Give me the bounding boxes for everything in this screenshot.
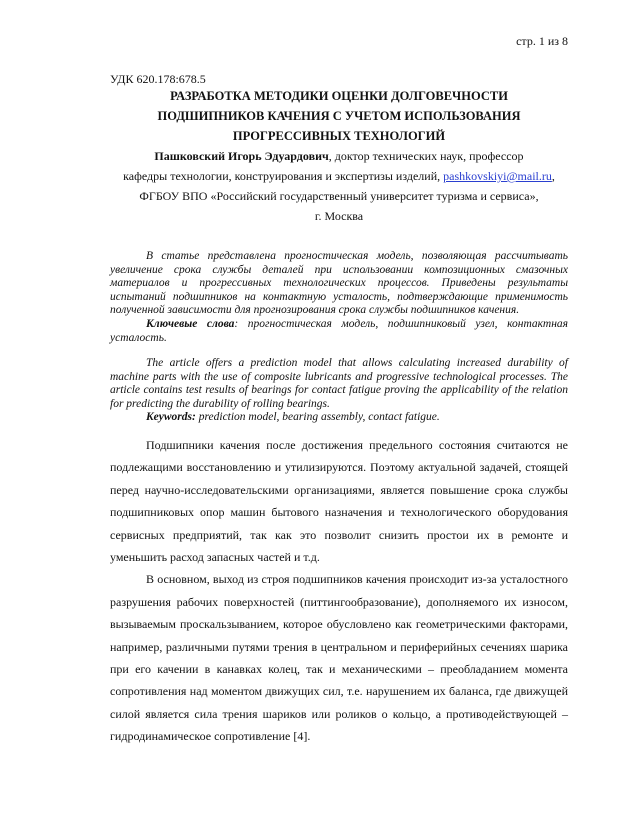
- keywords-en-text: prediction model, bearing assembly, contact fatigue.: [195, 411, 440, 424]
- title-line: РАЗРАБОТКА МЕТОДИКИ ОЦЕНКИ ДОЛГОВЕЧНОСТИ: [170, 89, 508, 103]
- body-paragraph: В основном, выход из строя подшипников качения происходит из-за усталостного разрушения рабочих поверхностей (питтингообразование), дополняемого их износом, вызываемым проскальзыванием, которое обусловлено как геометрическими факторами, например, различными путями трения в центральном и периферийных сечениях шарика при его качении в канавках колец, так и механическими – преобладанием момента сопротивления над моментом движущих сил, т.е. нарушением их баланса, где движущей силой является сила трения шариков или роликов о кольцо, а противодействующей – гидродинамическое сопротивление [4].: [110, 572, 568, 744]
- author-department: кафедры технологии, конструирования и экспертизы изделий,: [123, 169, 444, 183]
- page-number: стр. 1 из 8: [516, 34, 568, 48]
- article-body: [110, 434, 568, 748]
- abstract-ru-text: В статье представлена прогностическая модель, позволяющая рассчитывать увеличение срока службы деталей при использовании композиционных смазочных материалов и прогрессивных технологических процессов. Приведены результаты испытаний подшипников на контактную усталость, подтверждающие применимость полученной зависимости для прогнозирования срока службы подшипников качения.: [110, 250, 568, 317]
- department-line: [100, 166, 578, 186]
- abstract-en-text: The article offers a prediction model that allows calculating increased durability of machine parts with the use of composite lubricants and progressive technological processes. The article contains test results of bearings for contact fatigue proving the applicability of the relation for predicting the durability of rolling bearings.: [110, 357, 568, 410]
- keywords-ru-text: : прогностическая модель, подшипниковый узел, контактная усталость.: [110, 317, 568, 344]
- article-title: [110, 86, 568, 146]
- author-city: г. Москва: [314, 209, 364, 223]
- keywords-en-label: Keywords:: [146, 411, 196, 424]
- author-name: Пашковский Игорь Эдуардович: [154, 149, 329, 163]
- author-info: [110, 146, 568, 226]
- body-paragraph: Подшипники качения после достижения предельного состояния считаются не подлежащими восстановлению и утилизируются. Поэтому актуальной задачей, стоящей перед научно-исследовательскими организациями, является повышение срока службы подшипниковых опор машин бытового назначения и технологического оборудования сервисных предприятий, так как это позволит снизить простои их в ремонте и уменьшить расход запасных частей и т.д.: [110, 438, 568, 565]
- author-title: , доктор технических наук, профессор: [328, 149, 524, 163]
- author-line: [110, 146, 568, 166]
- keywords-en: [110, 411, 568, 425]
- keywords-ru: [110, 318, 568, 345]
- author-email-link[interactable]: pashkovskiyi@mail.ru: [443, 169, 552, 183]
- keywords-ru-label: Ключевые слова: [146, 317, 235, 330]
- abstract-ru: [110, 250, 568, 345]
- email-suffix: ,: [551, 169, 555, 183]
- udc-code: УДК 620.178:678.5: [110, 72, 206, 86]
- title-line: ПОДШИПНИКОВ КАЧЕНИЯ С УЧЕТОМ ИСПОЛЬЗОВАНИЯ: [157, 109, 521, 123]
- author-university: ФГБОУ ВПО «Российский государственный университет туризма и сервиса»,: [139, 189, 539, 203]
- title-line: ПРОГРЕССИВНЫХ ТЕХНОЛОГИЙ: [232, 129, 446, 143]
- abstract-en: [110, 357, 568, 425]
